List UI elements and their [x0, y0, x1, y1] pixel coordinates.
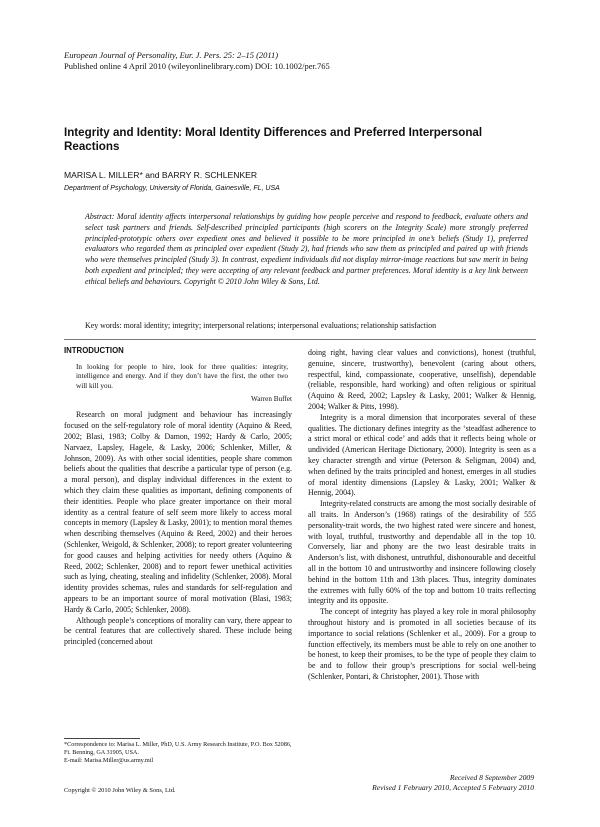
correspondence-address: *Correspondence to: Marisa L. Miller, PhD, U.S. Army Research Institute, P.O. Box 52086, Ft. Benning, GA 31905, USA. — [64, 741, 292, 757]
epigraph-quote: In looking for people to hire, look for three qualities: integrity, intelligence and energy. And if they don’t have the first, the other two will kill you. — [76, 362, 288, 390]
left-column — [64, 346, 292, 648]
journal-citation: European Journal of Personality, Eur. J. Pers. 25: 2–15 (2011) — [64, 50, 279, 60]
keywords: Key words: moral identity; integrity; interpersonal relations; interpersonal evaluations; relationship satisfaction — [85, 321, 437, 330]
correspondence-footnote — [64, 741, 294, 766]
paragraph: Research on moral judgment and behaviour has increasingly focused on the self-regulatory role of moral identity (Aquino & Reed, 2002; Blasi, 1983; Colby & Damon, 1992; Hardy & Carlo, 2005; Narvaez, Lapsley, Hagele, & Lasky, 2006; Schlenker, Miller, & Johnson, 2009). As with other social identities, people share common beliefs about the qualities that describe a particular type of person (e.g. a moral person), and display individual differences in the extent to which they claim these qualities as important, defining components of their identities. People who place greater importance on their moral identity as a central feature of self seem more likely to access moral concepts in memory (Lapsley & Lasky, 2001); to mention moral themes when describing themselves (Aquino & Reed, 2002) and their heroes (Schlenker, Weigold, & Schlenker, 2008); to report greater volunteering for good causes and helping activities for needy others (Aquino & Reed, 2002; Schlenker, 2008) and to report fewer unethical activities such as lying, cheating, stealing and infidelity (Schlenker, 2008). Moral identity provides schemas, rules and standards for self-regulation and appears to be an important source of moral motivation (Blasi, 1983; Hardy & Carlo, 2005; Schlenker, 2008). — [64, 410, 292, 614]
abstract: Abstract: Moral identity affects interpersonal relationships by guiding how people perceive and respond to feedback, evaluate others and select task partners and friends. Self-described principled participants (high scorers on the Integrity Scale) more strongly preferred principled-prototypic others over expedient ones and believed it possible to be more principled in one’s beliefs (Study 1), preferred evaluators who regarded them as principled over expedient (Study 2), had friends who saw them as principled and paired up with friends who were themselves principled (Study 3). In contrast, expedient individuals did not display mirror-image reactions but saw merit in being both expedient and principled; they were accepting of any relevant feedback and partner preferences. Moral identity is a key link between ethical beliefs and behaviours. Copyright © 2010 John Wiley & Sons, Ltd. — [85, 212, 528, 286]
section-divider — [64, 339, 536, 340]
right-column — [308, 348, 536, 683]
correspondence-email: E-mail: Marisa.Miller@us.army.mil — [64, 757, 154, 765]
article-title: Integrity and Identity: Moral Identity Differences and Preferred Interpersonal Reactions — [64, 126, 483, 153]
paragraph: doing right, having clear values and convictions), honest (truthful, genuine, sincere, trustworthy), benevolent (caring about others, respectful, kind, compassionate, cooperative, unselfish), dependable (reliable, responsible, hard working) and often religious or spiritual (Aquino & Reed, 2002; Lapsley & Lasky, 2001; Walker & Hennig, 2004; Walker & Pitts, 1998). — [308, 348, 536, 411]
epigraph-author: Warren Buffet — [251, 394, 292, 403]
publication-info: Published online 4 April 2010 (wileyonlinelibrary.com) DOI: 10.1002/per.765 — [64, 61, 330, 71]
footnote-divider — [64, 738, 140, 739]
revised-accepted-date: Revised 1 February 2010, Accepted 5 February 2010 — [372, 783, 534, 792]
section-heading-introduction: INTRODUCTION — [64, 346, 124, 355]
paragraph: The concept of integrity has played a key role in moral philosophy throughout history and is promoted in all societies because of its importance to social relations (Schlenker et al., 2009). For a group to function effectively, its members must be able to rely on one another to be honest, to keep their promises, to be the type of people they claim to be and to follow their group’s prescriptions for social well-being (Schlenker, Pontari, & Christopher, 2001). Those with — [308, 607, 536, 681]
paragraph: Although people’s conceptions of morality can vary, there appear to be central features that are collectively shared. These include being principled (concerned about — [64, 615, 292, 647]
paragraph: Integrity-related constructs are among the most socially desirable of all traits. In Anderson’s (1968) ratings of the desirability of 555 personality-trait words, the two highest rated were sincere and honest, with loyal, truthful, trustworthy and dependable all in the top 10. Conversely, liar and phony are the two least desirable traits in Anderson’s list, with dishonest, untruthful, dishonourable and deceitful all in the bottom 10 and untrustworthy and insincere following closely behind in the bottom 11th and 13th places. Thus, integrity dominates the extremes with fully 60% of the top and bottom 10 traits reflecting integrity and its opposite. — [308, 499, 536, 606]
received-date: Received 8 September 2009 — [449, 773, 534, 782]
paragraph: Integrity is a moral dimension that incorporates several of these qualities. The dictionary defines integrity as the ‘steadfast adherence to a strict moral or ethical code’ and adds that it reflects being whole or undivided (American Heritage Dictionary, 2000). Integrity is seen as a key character strength and virtue (Peterson & Seligman, 2004) and, when defined by the traits principled and honest, emerges in all studies of moral identity dimensions (Lapsley & Lasky, 2001; Walker & Hennig, 2004). — [308, 412, 536, 498]
author-affiliation: Department of Psychology, University of Florida, Gainesville, FL, USA — [64, 185, 280, 192]
author-list: MARISA L. MILLER* and BARRY R. SCHLENKER — [64, 170, 258, 180]
copyright-notice: Copyright © 2010 John Wiley & Sons, Ltd. — [64, 787, 176, 794]
journal-header — [64, 50, 330, 72]
submission-dates — [372, 773, 534, 793]
